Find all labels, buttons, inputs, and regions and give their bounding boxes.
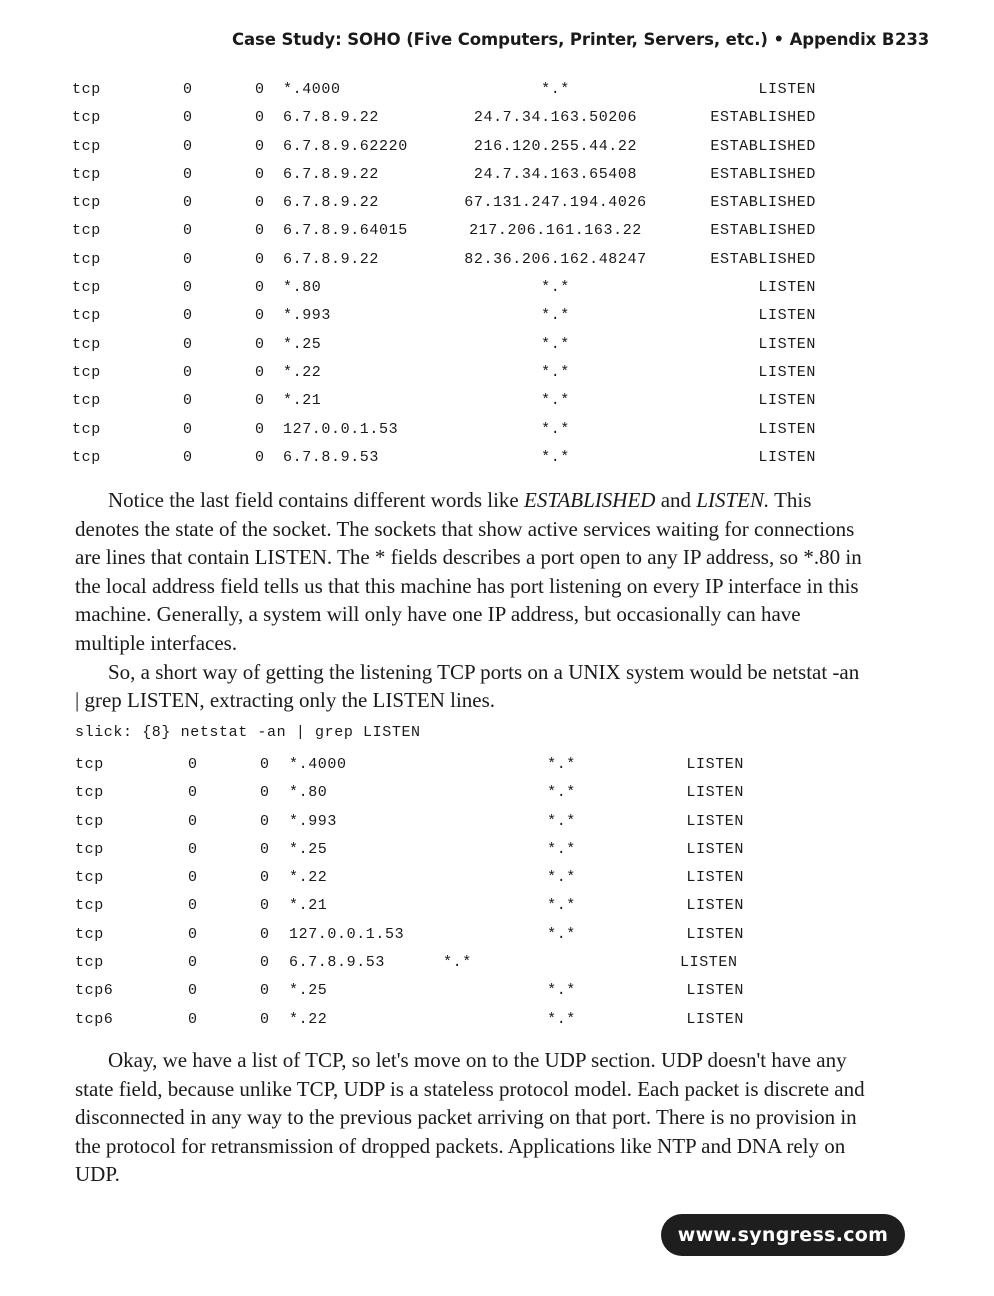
protocol-cell: tcp	[72, 194, 101, 212]
state-cell: ESTABLISHED	[710, 137, 816, 155]
table-row	[72, 416, 816, 444]
recv-q-cell: 0	[183, 81, 193, 98]
local-address-cell: 6.7.8.9.62220	[283, 137, 408, 155]
protocol-cell: tcp	[72, 137, 101, 155]
foreign-address-cell: 24.7.34.163.50206	[473, 109, 638, 127]
foreign-address-cell: *.*	[547, 869, 576, 887]
table-row	[75, 977, 744, 1005]
table-row	[75, 892, 744, 920]
listen-term: LISTEN.	[696, 488, 770, 512]
state-cell: LISTEN	[686, 925, 744, 943]
protocol-cell: tcp	[75, 897, 104, 915]
recv-q-cell: 0	[183, 250, 193, 268]
table-row	[75, 779, 744, 807]
foreign-address-cell: *.*	[443, 954, 472, 972]
recv-q-cell: 0	[183, 165, 193, 183]
table-row	[72, 444, 816, 472]
table-row	[75, 949, 744, 977]
foreign-address-cell: *.*	[541, 81, 570, 98]
foreign-address-cell: *.*	[547, 897, 576, 915]
send-q-cell: 0	[255, 363, 265, 381]
foreign-address-cell: *.*	[547, 925, 576, 943]
netstat-listen-table	[75, 751, 744, 1034]
command-line: slick: {8} netstat -an | grep LISTEN	[75, 724, 421, 741]
state-cell: ESTABLISHED	[710, 109, 816, 127]
paragraph-socket-state	[75, 486, 865, 658]
table-row	[72, 217, 816, 245]
local-address-cell: *.25	[289, 982, 328, 1000]
local-address-cell: *.21	[289, 897, 328, 915]
local-address-cell: *.4000	[283, 81, 341, 98]
protocol-cell: tcp	[72, 392, 101, 410]
protocol-cell: tcp	[72, 335, 101, 353]
recv-q-cell: 0	[188, 756, 198, 773]
table-row	[72, 104, 816, 132]
local-address-cell: *.993	[289, 812, 338, 830]
protocol-cell: tcp	[75, 812, 104, 830]
table-row	[72, 274, 816, 302]
table-row	[75, 921, 744, 949]
send-q-cell: 0	[255, 194, 265, 212]
recv-q-cell: 0	[188, 812, 198, 830]
foreign-address-cell: *.*	[547, 1010, 576, 1028]
protocol-cell: tcp6	[75, 1010, 114, 1028]
send-q-cell: 0	[260, 840, 270, 858]
local-address-cell: *.22	[289, 869, 328, 887]
protocol-cell: tcp	[72, 81, 101, 98]
recv-q-cell: 0	[183, 194, 193, 212]
send-q-cell: 0	[255, 307, 265, 325]
protocol-cell: tcp	[75, 925, 104, 943]
body-text-section-1	[75, 486, 865, 715]
state-cell: LISTEN	[758, 81, 816, 98]
protocol-cell: tcp	[75, 869, 104, 887]
state-cell: LISTEN	[686, 840, 744, 858]
protocol-cell: tcp	[72, 250, 101, 268]
foreign-address-cell: *.*	[541, 307, 570, 325]
local-address-cell: 127.0.0.1.53	[283, 420, 399, 438]
foreign-address-cell: 24.7.34.163.65408	[473, 165, 638, 183]
recv-q-cell: 0	[188, 869, 198, 887]
state-cell: LISTEN	[758, 392, 816, 410]
running-header	[232, 30, 932, 54]
protocol-cell: tcp	[75, 756, 104, 773]
netstat-output-table	[72, 76, 816, 472]
table-row	[72, 331, 816, 359]
body-text-section-2	[75, 1046, 865, 1189]
foreign-address-cell: *.*	[541, 420, 570, 438]
state-cell: LISTEN	[686, 982, 744, 1000]
state-cell: ESTABLISHED	[710, 165, 816, 183]
send-q-cell: 0	[255, 420, 265, 438]
state-cell: LISTEN	[680, 954, 738, 972]
table-row	[75, 836, 744, 864]
local-address-cell: *.21	[283, 392, 322, 410]
foreign-address-cell: *.*	[547, 784, 576, 802]
foreign-address-cell: *.*	[547, 812, 576, 830]
local-address-cell: 6.7.8.9.64015	[283, 222, 408, 240]
local-address-cell: 6.7.8.9.22	[283, 250, 380, 268]
local-address-cell: 6.7.8.9.22	[283, 109, 380, 127]
recv-q-cell: 0	[188, 840, 198, 858]
local-address-cell: 127.0.0.1.53	[289, 925, 405, 943]
running-header-title: Case Study: SOHO (Five Computers, Printer, Servers, etc.) • Appendix B	[232, 30, 895, 49]
paragraph-socket-state-part3: This denotes the state of the socket. The sockets that show active services waiting for connections are lines that contain LISTEN. The * fields describes a port open to any IP address, so *.80 in the local address field tells us that this machine has port listening on every IP interface in this machine. Generally, a system will only have one IP address, but occasionally can have multiple interfaces.	[75, 488, 862, 655]
foreign-address-cell: *.*	[541, 335, 570, 353]
send-q-cell: 0	[260, 1010, 270, 1028]
local-address-cell: *.4000	[289, 756, 347, 773]
recv-q-cell: 0	[183, 307, 193, 325]
foreign-address-cell: 217.206.161.163.22	[469, 222, 642, 240]
recv-q-cell: 0	[183, 448, 193, 466]
protocol-cell: tcp	[72, 222, 101, 240]
local-address-cell: 6.7.8.9.22	[283, 194, 380, 212]
protocol-cell: tcp	[75, 784, 104, 802]
send-q-cell: 0	[255, 335, 265, 353]
recv-q-cell: 0	[188, 1010, 198, 1028]
foreign-address-cell: *.*	[541, 363, 570, 381]
state-cell: LISTEN	[686, 1010, 744, 1028]
protocol-cell: tcp6	[75, 982, 114, 1000]
protocol-cell: tcp	[72, 420, 101, 438]
protocol-cell: tcp	[75, 954, 104, 972]
protocol-cell: tcp	[72, 307, 101, 325]
local-address-cell: 6.7.8.9.53	[283, 448, 380, 466]
recv-q-cell: 0	[183, 137, 193, 155]
recv-q-cell: 0	[183, 109, 193, 127]
recv-q-cell: 0	[188, 897, 198, 915]
local-address-cell: *.25	[289, 840, 328, 858]
local-address-cell: 6.7.8.9.22	[283, 165, 380, 183]
state-cell: LISTEN	[758, 279, 816, 297]
table-row	[72, 161, 816, 189]
state-cell: LISTEN	[758, 363, 816, 381]
state-cell: LISTEN	[758, 335, 816, 353]
send-q-cell: 0	[260, 925, 270, 943]
table-row	[72, 302, 816, 330]
foreign-address-cell: *.*	[541, 392, 570, 410]
protocol-cell: tcp	[72, 363, 101, 381]
established-term: ESTABLISHED	[524, 488, 656, 512]
foreign-address-cell: *.*	[547, 756, 576, 773]
protocol-cell: tcp	[75, 840, 104, 858]
protocol-cell: tcp	[72, 165, 101, 183]
page-number: 233	[895, 30, 930, 49]
table-row	[72, 189, 816, 217]
send-q-cell: 0	[260, 784, 270, 802]
recv-q-cell: 0	[188, 954, 198, 972]
table-row	[75, 1006, 744, 1034]
state-cell: ESTABLISHED	[710, 250, 816, 268]
state-cell: LISTEN	[686, 897, 744, 915]
foreign-address-cell: 216.120.255.44.22	[473, 137, 638, 155]
send-q-cell: 0	[255, 81, 265, 98]
send-q-cell: 0	[260, 756, 270, 773]
recv-q-cell: 0	[188, 982, 198, 1000]
state-cell: LISTEN	[686, 756, 744, 773]
local-address-cell: *.80	[283, 279, 322, 297]
send-q-cell: 0	[260, 897, 270, 915]
send-q-cell: 0	[260, 954, 270, 972]
send-q-cell: 0	[255, 279, 265, 297]
table-row	[75, 751, 744, 779]
paragraph-socket-state-part2: and	[655, 488, 697, 512]
send-q-cell: 0	[260, 982, 270, 1000]
table-row	[72, 76, 816, 104]
paragraph-grep-listen: So, a short way of getting the listening TCP ports on a UNIX system would be netstat -an | grep LISTEN, extracting only the LISTEN lines.	[75, 659, 860, 713]
recv-q-cell: 0	[183, 392, 193, 410]
foreign-address-cell: *.*	[541, 279, 570, 297]
foreign-address-cell: 82.36.206.162.48247	[464, 250, 647, 268]
send-q-cell: 0	[255, 448, 265, 466]
recv-q-cell: 0	[183, 222, 193, 240]
table-row	[72, 133, 816, 161]
send-q-cell: 0	[255, 165, 265, 183]
protocol-cell: tcp	[72, 279, 101, 297]
protocol-cell: tcp	[72, 448, 101, 466]
send-q-cell: 0	[255, 392, 265, 410]
send-q-cell: 0	[255, 222, 265, 240]
state-cell: LISTEN	[758, 448, 816, 466]
local-address-cell: *.80	[289, 784, 328, 802]
foreign-address-cell: *.*	[547, 840, 576, 858]
local-address-cell: *.22	[283, 363, 322, 381]
send-q-cell: 0	[260, 812, 270, 830]
foreign-address-cell: *.*	[541, 448, 570, 466]
publisher-url-badge[interactable]: www.syngress.com	[661, 1214, 905, 1256]
table-row	[72, 387, 816, 415]
state-cell: LISTEN	[686, 812, 744, 830]
recv-q-cell: 0	[183, 335, 193, 353]
local-address-cell: 6.7.8.9.53	[289, 954, 386, 972]
paragraph-socket-state-part1: Notice the last field contains different words like	[108, 488, 524, 512]
protocol-cell: tcp	[72, 109, 101, 127]
send-q-cell: 0	[260, 869, 270, 887]
local-address-cell: *.22	[289, 1010, 328, 1028]
send-q-cell: 0	[255, 250, 265, 268]
send-q-cell: 0	[255, 137, 265, 155]
table-row	[72, 246, 816, 274]
local-address-cell: *.25	[283, 335, 322, 353]
send-q-cell: 0	[255, 109, 265, 127]
foreign-address-cell: 67.131.247.194.4026	[464, 194, 647, 212]
recv-q-cell: 0	[183, 279, 193, 297]
table-row	[75, 864, 744, 892]
state-cell: LISTEN	[686, 784, 744, 802]
paragraph-udp: Okay, we have a list of TCP, so let's move on to the UDP section. UDP doesn't have any state field, because unlike TCP, UDP is a stateless protocol model. Each packet is discrete and disconnected in any way to the previous packet arriving on that port. There is no provision in the protocol for retransmission of dropped packets. Applications like NTP and DNA rely on UDP.	[75, 1048, 865, 1187]
foreign-address-cell: *.*	[547, 982, 576, 1000]
state-cell: LISTEN	[758, 420, 816, 438]
state-cell: ESTABLISHED	[710, 194, 816, 212]
table-row	[75, 808, 744, 836]
local-address-cell: *.993	[283, 307, 332, 325]
recv-q-cell: 0	[188, 925, 198, 943]
recv-q-cell: 0	[183, 420, 193, 438]
recv-q-cell: 0	[188, 784, 198, 802]
state-cell: LISTEN	[686, 869, 744, 887]
state-cell: ESTABLISHED	[710, 222, 816, 240]
state-cell: LISTEN	[758, 307, 816, 325]
recv-q-cell: 0	[183, 363, 193, 381]
table-row	[72, 359, 816, 387]
